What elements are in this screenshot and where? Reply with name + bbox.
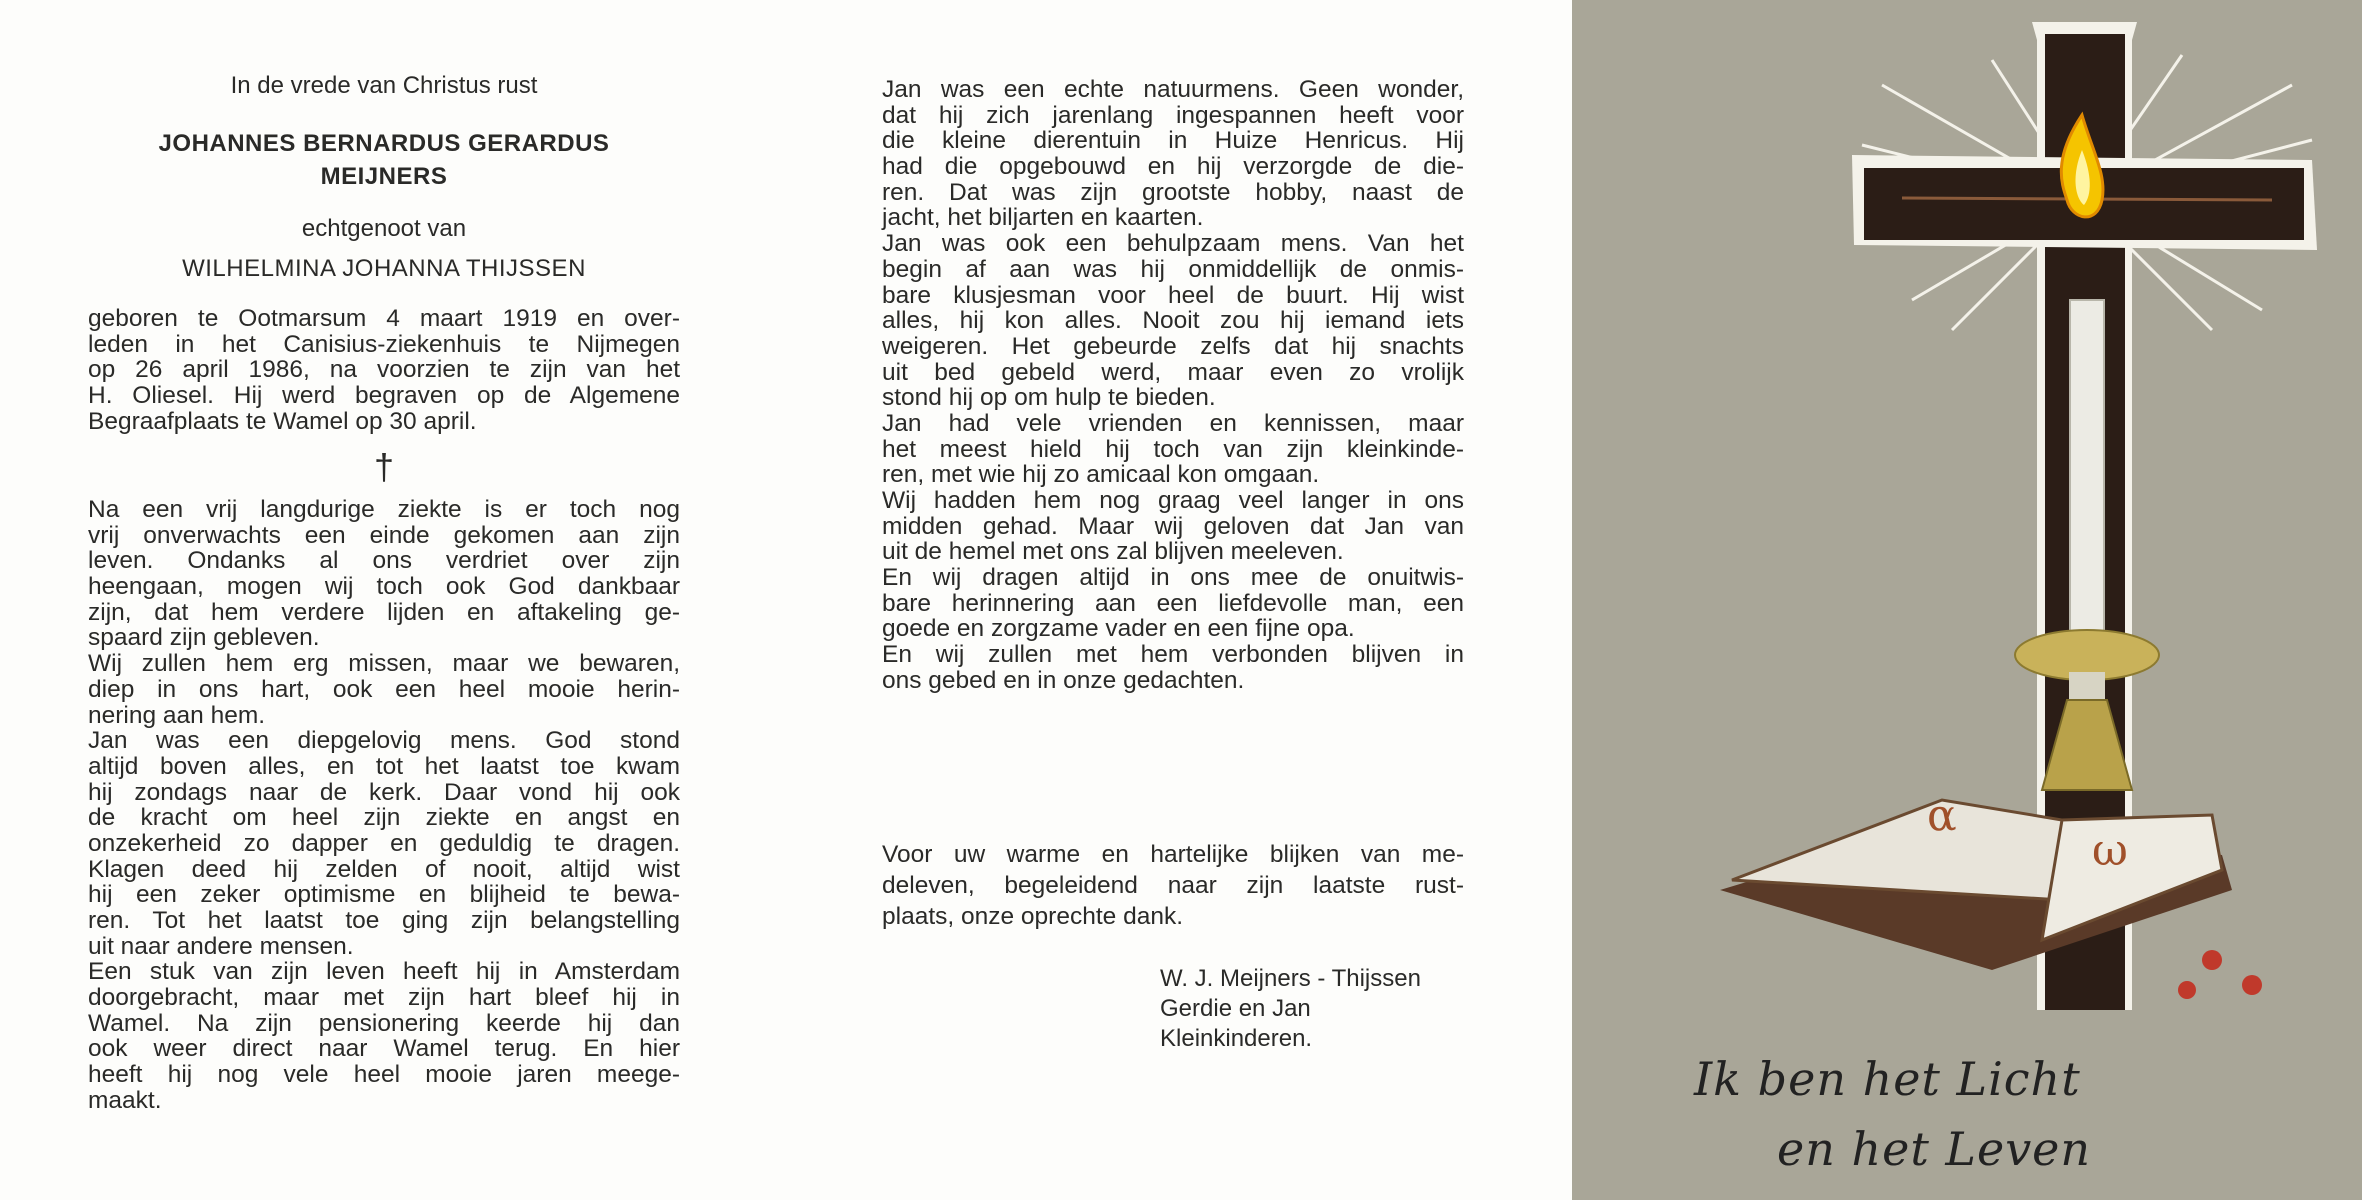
spouse-label: echtgenoot van [301, 215, 467, 242]
text-line: had die opgebouwd en hij verzorgde de die- [882, 153, 1464, 181]
text-line: midden gehad. Maar wij geloven dat Jan van [882, 512, 1464, 540]
text-line: hij een zeker optimisme en blijheid te bewa- [88, 881, 680, 909]
text-line: vrij onverwachts een einde gekomen aan zijn [88, 521, 680, 549]
omega-letter: ω [2092, 825, 2128, 876]
middle-page [780, 0, 1572, 1200]
text-line: de kracht om heel zijn ziekte en angst en [88, 804, 680, 832]
text-line: ons gebed en in onze gedachten. [882, 666, 1245, 694]
text-line: ren, met wie hij zo amicaal kon omgaan. [882, 461, 1320, 489]
text-line: maakt. [88, 1086, 162, 1114]
text-line: geboren te Ootmarsum 4 maart 1919 en over- [88, 305, 680, 332]
alpha-letter: α [1927, 790, 1957, 841]
text-line: die kleine dierentuin in Huize Henricus. Hij [882, 127, 1464, 155]
text-line: Jan was een diepgelovig mens. God stond [88, 727, 680, 755]
text-line: Jan had vele vrienden en kennissen, maar [882, 409, 1464, 437]
text-line: bare herinnering aan een liefdevolle man, een [882, 589, 1464, 617]
text-line: deleven, begeleidend naar zijn laatste rust- [882, 872, 1464, 899]
text-line: uit de hemel met ons zal blijven meeleven. [882, 538, 1344, 566]
text-line: nering aan hem. [88, 701, 266, 729]
text-line: En wij zullen met hem verbonden blijven in [882, 641, 1464, 669]
text-line: weigeren. Het gebeurde zelfs dat hij snachts [882, 332, 1464, 360]
text-line: leven. Ondanks al ons verdriet over zijn [88, 547, 680, 575]
biography-paragraph [88, 306, 680, 434]
illustration-panel [1572, 0, 2362, 1200]
spouse-name: WILHELMINA JOHANNA THIJSSEN [182, 255, 586, 282]
text-line: op 26 april 1986, na voorzien te zijn van het [88, 356, 680, 384]
eulogy-text-middle [882, 77, 1464, 694]
cross-symbol: † [373, 446, 395, 487]
text-line: Klagen deed hij zelden of nooit, altijd wist [88, 855, 680, 883]
signature-line: Kleinkinderen. [1160, 1025, 1313, 1052]
text-line: Jan was een echte natuurmens. Geen wonder, [882, 76, 1464, 103]
text-line: begin af aan was hij onmiddellijk de onmis- [882, 255, 1464, 283]
signature-line: Gerdie en Jan [1160, 995, 1311, 1022]
intro-line: In de vrede van Christus rust [230, 72, 538, 99]
text-line: jacht, het biljarten en kaarten. [882, 204, 1204, 232]
signatures [1160, 964, 1421, 1054]
text-line: Na een vrij langdurige ziekte is er toch nog [88, 496, 680, 523]
text-line: Jan was ook een behulpzaam mens. Van het [882, 230, 1464, 258]
text-line: En wij dragen altijd in ons mee de onuitwis- [882, 564, 1464, 592]
text-line: Begraafplaats te Wamel op 30 april. [88, 407, 477, 435]
text-line: Wij hadden hem nog graag veel langer in ons [882, 487, 1464, 514]
text-line: diep in ons hart, ook een heel mooie herin- [88, 675, 680, 703]
text-line: leden in het Canisius-ziekenhuis te Nijmegen [88, 330, 680, 358]
text-line: alles, hij kon alles. Nooit zou hij iemand iets [882, 307, 1464, 335]
text-line: uit naar andere mensen. [88, 932, 354, 960]
text-line: onzekerheid zo dapper en geduldig te dragen. [88, 829, 680, 857]
open-book-icon [1720, 790, 2262, 999]
text-line: het meest hield hij toch van zijn kleinkinde- [882, 435, 1464, 463]
text-line: hij zondags naar de kerk. Daar vond hij ook [88, 778, 680, 806]
eulogy-text-left [88, 497, 680, 1114]
cross-candle-book-illustration [1572, 0, 2362, 1200]
deceased-name-line2: MEIJNERS [320, 163, 448, 190]
deceased-name-line1: JOHANNES BERNARDUS GERARDUS [158, 130, 610, 157]
text-line: Voor uw warme en hartelijke blijken van me- [882, 841, 1464, 868]
text-line: Wamel. Na zijn pensionering keerde hij dan [88, 1009, 680, 1037]
motto-line1: Ik ben het Licht [1694, 1052, 2081, 1106]
text-line: heeft hij nog vele heel mooie jaren meege- [88, 1061, 680, 1089]
text-line: altijd boven alles, en tot het laatst toe kwam [88, 752, 680, 780]
signature-line: W. J. Meijners - Thijssen [1160, 965, 1421, 992]
text-line: goede en zorgzame vader en een fijne opa. [882, 615, 1355, 643]
text-line: uit bed gebeld werd, maar even zo vrolijk [882, 358, 1464, 386]
thank-you-paragraph [882, 839, 1464, 932]
text-line: heengaan, mogen wij toch ook God dankbaar [88, 573, 680, 601]
text-line: Een stuk van zijn leven heeft hij in Amsterdam [88, 958, 680, 986]
text-line: stond hij op om hulp te bieden. [882, 384, 1216, 412]
text-line: plaats, onze oprechte dank. [882, 903, 1184, 930]
text-line: zijn, dat hem verdere lijden en aftakeling ge- [88, 598, 680, 626]
left-page [0, 0, 780, 1200]
text-line: bare klusjesman voor heel de buurt. Hij wist [882, 281, 1464, 309]
text-line: doorgebracht, maar met zijn hart bleef hij in [88, 984, 680, 1012]
text-line: H. Oliesel. Hij werd begraven op de Algemene [88, 382, 680, 410]
text-line: spaard zijn gebleven. [88, 624, 320, 652]
text-line: ren. Dat was zijn grootste hobby, naast de [882, 178, 1464, 206]
text-line: dat hij zich jarenlang ingespannen heeft voor [882, 101, 1464, 129]
motto-line2: en het Leven [1777, 1122, 2092, 1176]
text-line: Wij zullen hem erg missen, maar we bewaren, [88, 650, 680, 678]
text-line: ren. Tot het laatst toe ging zijn belangstelling [88, 907, 680, 934]
text-line: ook weer direct naar Wamel terug. En hier [88, 1035, 680, 1063]
